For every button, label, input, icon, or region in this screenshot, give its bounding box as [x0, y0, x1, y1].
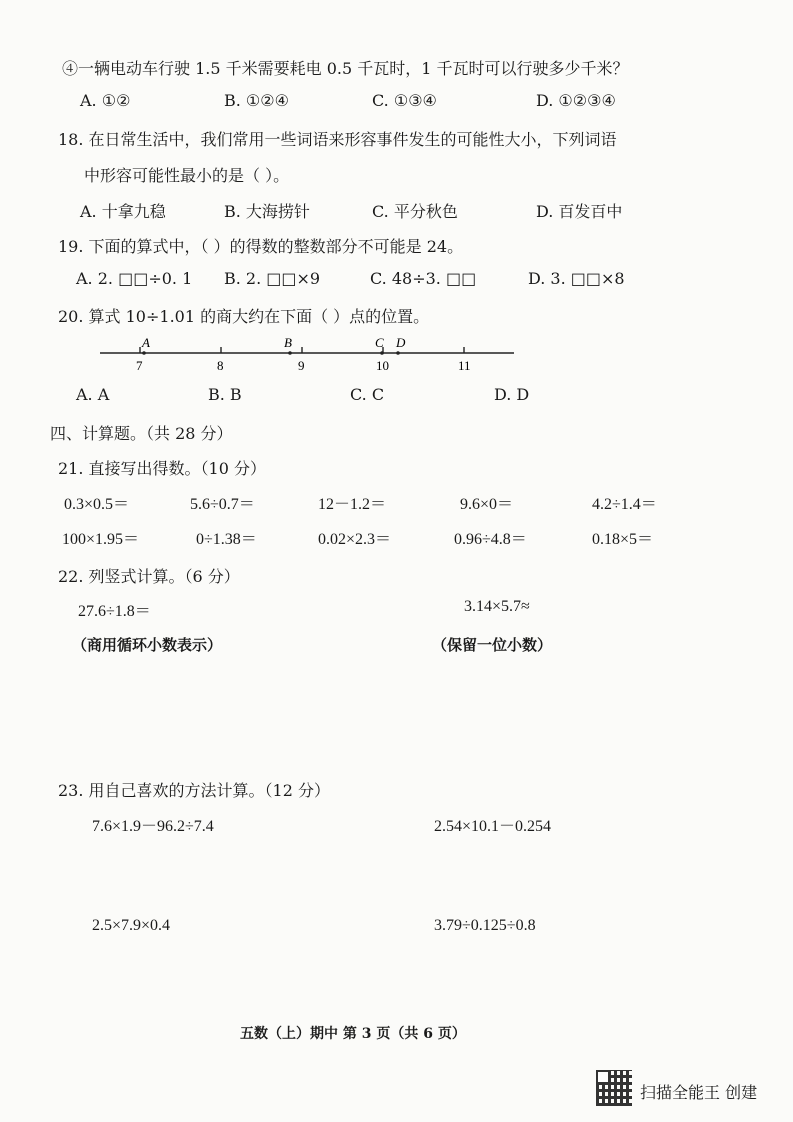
point-a-dot: [142, 351, 146, 355]
q22-left-expression: 27.6÷1.8＝: [78, 603, 151, 620]
q20-option-a: A. A: [76, 385, 110, 404]
tick-label-11: 11: [458, 358, 471, 373]
q21-row2-item2: 0÷1.38＝: [196, 531, 257, 548]
q20-option-b: B. B: [208, 385, 242, 404]
q21-row2-item5: 0.18×5＝: [592, 531, 654, 548]
point-c-dot: [380, 351, 384, 355]
q18-option-c: C. 平分秋色: [372, 202, 458, 221]
q21-row1-item5: 4.2÷1.4＝: [592, 496, 657, 513]
point-label-b: B: [284, 335, 292, 350]
q23-item3: 2.5×7.9×0.4: [92, 917, 171, 934]
q21-row1-item3: 12－1.2＝: [318, 496, 387, 513]
q17-option-c: C. ①③④: [372, 91, 437, 110]
scanner-watermark: 扫描全能王 创建: [640, 1083, 758, 1102]
q21-row1-item2: 5.6÷0.7＝: [190, 496, 255, 513]
q23-item4: 3.79÷0.125÷0.8: [434, 917, 536, 934]
q19-option-a: A. 2. □□÷0. 1: [76, 269, 193, 288]
q18-option-d: D. 百发百中: [536, 202, 623, 221]
q22-right-note: （保留一位小数）: [432, 636, 553, 654]
q19-option-d: D. 3. □□×8: [528, 269, 625, 288]
q19-line1: 19. 下面的算式中，（ ）的得数的整数部分不可能是 24。: [58, 237, 464, 256]
q19-option-c: C. 48÷3. □□: [370, 269, 477, 288]
q23-item1: 7.6×1.9－96.2÷7.4: [92, 818, 214, 835]
q23-title: 23. 用自己喜欢的方法计算。（12 分）: [58, 781, 330, 800]
tick-label-10: 10: [376, 358, 389, 373]
q17-item4-text: ④一辆电动车行驶 1.5 千米需要耗电 0.5 千瓦时，1 千瓦时可以行驶多少千米？: [62, 59, 629, 78]
point-b-dot: [288, 351, 292, 355]
point-label-d: D: [396, 335, 406, 350]
q18-line1: 18. 在日常生活中，我们常用一些词语来形容事件发生的可能性大小，下列词语: [58, 130, 617, 149]
q19-option-b: B. 2. □□×9: [224, 269, 321, 288]
point-d-dot: [396, 351, 400, 355]
q21-row2-item1: 100×1.95＝: [62, 531, 140, 548]
q21-row2-item4: 0.96÷4.8＝: [454, 531, 527, 548]
qr-code-icon: [596, 1070, 632, 1106]
q17-option-a: A. ①②: [80, 91, 131, 110]
q17-option-b: B. ①②④: [224, 91, 289, 110]
q18-line2: 中形容可能性最小的是（ ）。: [84, 166, 290, 185]
q22-right-expression: 3.14×5.7≈: [464, 598, 530, 615]
q21-row1-item1: 0.3×0.5＝: [64, 496, 130, 513]
point-label-a: A: [142, 335, 150, 350]
q22-title: 22. 列竖式计算。（6 分）: [58, 567, 240, 586]
q22-left-note: （商用循环小数表示）: [72, 636, 223, 654]
q21-row1-item4: 9.6×0＝: [460, 496, 514, 513]
q18-option-b: B. 大海捞针: [224, 202, 310, 221]
q20-option-d: D. D: [494, 385, 530, 404]
page-footer: 五数（上）期中 第 3 页（共 6 页）: [240, 1026, 466, 1042]
q23-item2: 2.54×10.1－0.254: [434, 818, 552, 835]
q21-title: 21. 直接写出得数。（10 分）: [58, 459, 266, 478]
tick-label-9: 9: [298, 358, 305, 373]
tick-label-7: 7: [136, 358, 143, 373]
q18-option-a: A. 十拿九稳: [80, 202, 166, 221]
tick-label-8: 8: [217, 358, 224, 373]
q20-option-c: C. C: [350, 385, 385, 404]
q20-line1: 20. 算式 10÷1.01 的商大约在下面（ ）点的位置。: [58, 307, 430, 326]
section4-title: 四、计算题。（共 28 分）: [50, 424, 233, 443]
q17-option-d: D. ①②③④: [536, 91, 616, 110]
number-line: [100, 335, 520, 385]
q21-row2-item3: 0.02×2.3＝: [318, 531, 392, 548]
point-label-c: C: [375, 335, 384, 350]
